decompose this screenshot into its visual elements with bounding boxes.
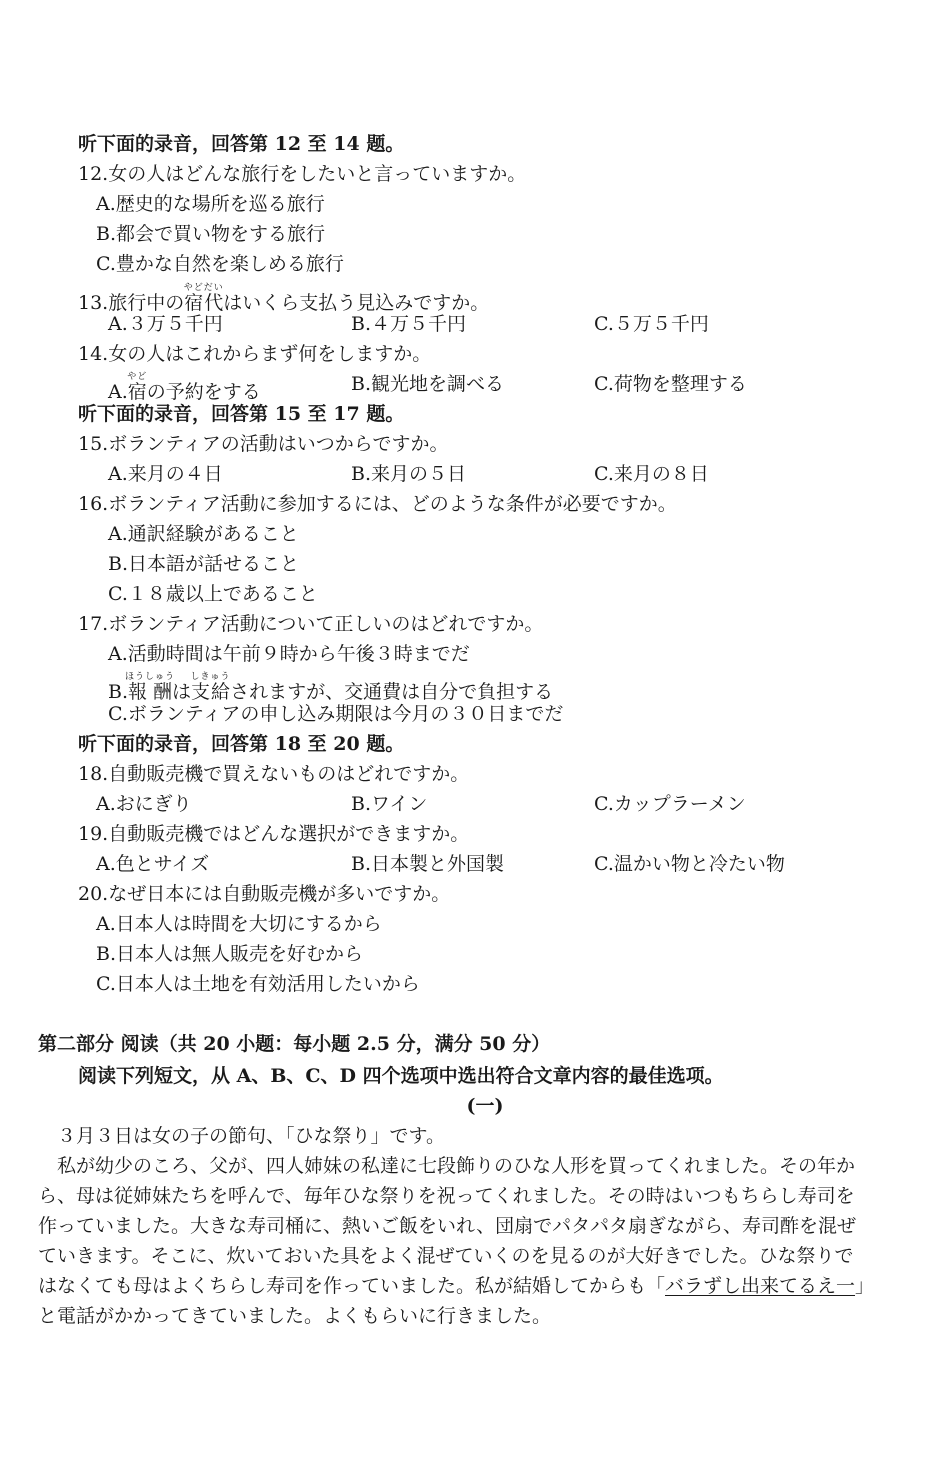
passage-text (38, 1121, 904, 1331)
question-14-stem: 14.女の人はこれからまず何をしますか。 (78, 343, 432, 365)
section-header-15-17: 听下面的录音，回答第 15 至 17 题。 (78, 403, 405, 425)
part-two-title: 第二部分 阅读（共 20 小题：每小题 2.5 分，满分 50 分） (38, 1033, 551, 1055)
reading-instruction: 阅读下列短文，从 A、B、C、D 四个选项中选出符合文章内容的最佳选项。 (78, 1065, 724, 1087)
question-16-stem: 16.ボランティア活動に参加するには、どのような条件が必要ですか。 (78, 493, 677, 515)
question-13-stem: 13.旅行中の宿代やどだいはいくら支払う見込みですか。 (78, 283, 490, 314)
question-16-option-a: A.通訳経験があること (108, 523, 299, 545)
question-12-option-b: B.都会で買い物をする旅行 (96, 223, 326, 245)
question-18-option-a: A.おにぎり (96, 793, 192, 815)
underlined-phrase: バラずし出来てるえ一 (665, 1275, 856, 1297)
question-17-option-b: B.報酬ほうしゅうは支給しきゅうされますが、交通費は自分で負担する (108, 672, 554, 703)
passage-line: ていきます。そこに、炊いておいた具をよく混ぜていくのを見るのが大好きでした。ひな祭りで (38, 1245, 854, 1267)
question-18-stem: 18.自動販売機で買えないものはどれですか。 (78, 763, 470, 785)
question-17-option-c: C.ボランティアの申し込み期限は今月の３０日までだ (108, 703, 564, 725)
question-13-option-a: A.３万５千円 (108, 313, 223, 335)
question-15-option-c: C.来月の８日 (594, 463, 709, 485)
passage-line: はなくても母はよくちらし寿司を作っていました。私が結婚してからも「バラずし出来てるえ一」 (38, 1275, 875, 1297)
section-header-18-20: 听下面的录音，回答第 18 至 20 题。 (78, 733, 405, 755)
passage-paragraph-1: ３月３日は女の子の節句、「ひな祭り」です。 (57, 1125, 445, 1147)
question-19-option-b: B.日本製と外国製 (351, 853, 505, 875)
question-18-option-c: C.カップラーメン (594, 793, 746, 815)
question-12-option-c: C.豊かな自然を楽しめる旅行 (96, 253, 344, 275)
question-15-option-b: B.来月の５日 (351, 463, 467, 485)
question-12-option-a: A.歴史的な場所を巡る旅行 (96, 193, 325, 215)
question-17-option-a: A.活動時間は午前９時から午後３時までだ (108, 643, 470, 665)
question-19-option-a: A.色とサイズ (96, 853, 210, 875)
question-17-stem: 17.ボランティア活動について正しいのはどれですか。 (78, 613, 544, 635)
question-20-option-c: C.日本人は土地を有効活用したいから (96, 973, 420, 995)
passage-line: ら、母は従姉妹たちを呼んで、毎年ひな祭りを祝ってくれました。その時はいつもちらし寿司を (38, 1185, 855, 1207)
section-header-12-14: 听下面的录音，回答第 12 至 14 题。 (78, 133, 405, 155)
question-12-stem: 12.女の人はどんな旅行をしたいと言っていますか。 (78, 163, 527, 185)
question-20-stem: 20.なぜ日本には自動販売機が多いですか。 (78, 883, 451, 905)
question-13-option-b: B.４万５千円 (351, 313, 467, 335)
question-20-option-a: A.日本人は時間を大切にするから (96, 913, 382, 935)
question-19-option-c: C.温かい物と冷たい物 (594, 853, 785, 875)
question-13-option-c: C.５万５千円 (594, 313, 709, 335)
question-18-option-b: B.ワイン (351, 793, 428, 815)
question-20-option-b: B.日本人は無人販売を好むから (96, 943, 364, 965)
question-14-option-b: B.観光地を調べる (351, 373, 505, 395)
passage-number: (一) (466, 1095, 504, 1117)
question-16-option-b: B.日本語が話せること (108, 553, 300, 575)
question-15-option-a: A.来月の４日 (108, 463, 223, 485)
question-19-stem: 19.自動販売機ではどんな選択ができますか。 (78, 823, 470, 845)
question-15-stem: 15.ボランティアの活動はいつからですか。 (78, 433, 449, 455)
passage-line: 作っていました。大きな寿司桶に、熱いご飯をいれ、団扇でパタパタ扇ぎながら、寿司酢を混ぜ (38, 1215, 856, 1237)
question-14-option-c: C.荷物を整理する (594, 373, 747, 395)
question-14-option-a: A.宿やどの予約をする (108, 372, 261, 403)
passage-line: と電話がかかってきていました。よくもらいに行きました。 (38, 1305, 552, 1327)
question-16-option-c: C.１８歳以上であること (108, 583, 318, 605)
passage-line: 私が幼少のころ、父が、四人姉妹の私達に七段飾りのひな人形を買ってくれました。その年か (57, 1155, 856, 1177)
